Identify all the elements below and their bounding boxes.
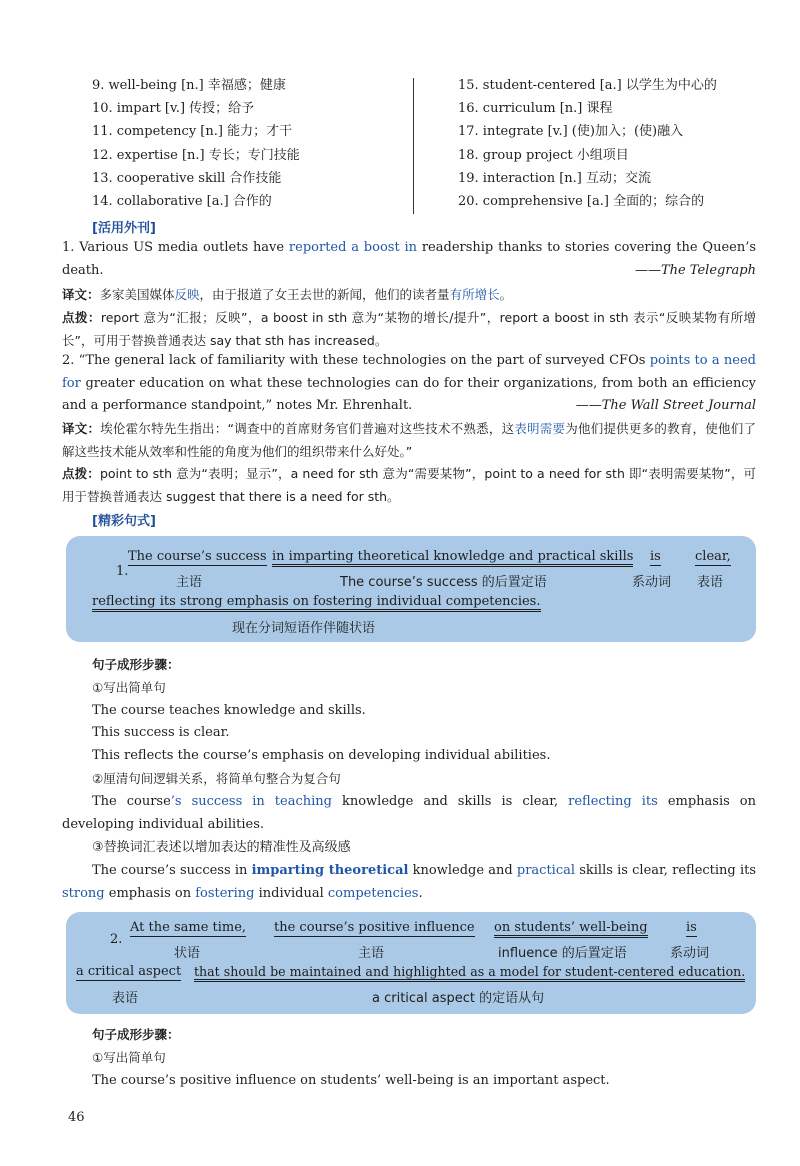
subject-phrase: the course’s positive influence — [274, 920, 475, 935]
vocab-item: 14. collaborative [a.] 合作的 — [92, 194, 272, 210]
compound-sentence — [62, 791, 756, 836]
formation-steps-1 — [92, 654, 756, 791]
highlight-phrase: imparting theoretical — [251, 863, 409, 878]
tip-1 — [62, 307, 756, 352]
translation-label: 译文： — [62, 287, 100, 302]
simple-sentence: The course teaches knowledge and skills. — [92, 702, 366, 718]
vocab-item: 19. interaction [n.] 互动；交流 — [458, 170, 651, 186]
formation-steps-2 — [92, 1024, 756, 1092]
vocab-item: 18. group project 小组项目 — [458, 147, 629, 163]
sentence-text: The course’s success in — [92, 863, 252, 878]
translation-text: 埃伦霍尔特先生指出：“调查中的首席财务官们普遍对这些技术不熟悉，这 — [100, 421, 515, 436]
sentence-text: knowledge and — [408, 863, 517, 878]
section-title-news: [活用外刊] — [92, 221, 156, 236]
label-adverbial: 状语 — [174, 946, 201, 961]
verb-word: is — [686, 920, 697, 935]
vocab-item: 17. integrate [v.] (使)加入；(使)融入 — [458, 124, 684, 140]
label-post-modifier: The course’s success 的后置定语 — [340, 575, 547, 590]
vocab-item: 9. well-being [n.] 幸福感；健康 — [92, 78, 286, 93]
highlight-phrase: practical — [516, 863, 576, 878]
translation-1 — [62, 284, 756, 307]
post-modifier-phrase: in imparting theoretical knowledge and practical skills — [272, 549, 633, 567]
improved-sentence — [62, 860, 756, 905]
vocab-column-left — [92, 74, 402, 213]
highlight-phrase: 表明需要 — [514, 421, 566, 436]
sentence-analysis-box-1 — [66, 536, 756, 642]
label-subject: 主语 — [176, 575, 203, 590]
vocab-item: 13. cooperative skill 合作技能 — [92, 170, 282, 186]
predicative-phrase: a critical aspect — [76, 964, 182, 979]
example-1 — [62, 237, 756, 282]
vocab-item: 16. curriculum [n.] 课程 — [458, 101, 613, 117]
sentence-text: individual — [254, 885, 328, 901]
subject-phrase: The course’s success — [128, 549, 267, 564]
post-modifier-phrase: on students’ well-being — [494, 920, 648, 938]
translation-text: ，由于报道了女王去世的新闻，他们的读者量 — [199, 287, 450, 302]
steps-heading: 句子成形步骤： — [92, 657, 180, 672]
example-text: 1. Various US media outlets have — [62, 240, 289, 255]
vocab-item: 10. impart [v.] 传授；给予 — [92, 101, 255, 117]
highlight-phrase: 有所增长 — [449, 287, 500, 302]
highlight-phrase: fostering — [195, 885, 255, 901]
label-verb: 系动词 — [632, 575, 672, 590]
verb-word: is — [650, 549, 661, 564]
adverbial-phrase: At the same time, — [130, 920, 247, 935]
vocab-item: 15. student-centered [a.] 以学生为中心的 — [458, 78, 717, 93]
page-number: 46 — [68, 1110, 85, 1125]
simple-sentence: This success is clear. — [92, 725, 230, 741]
step-title: ①写出简单句 — [92, 1049, 166, 1065]
example-text: greater education on what these technologies can do for their organizations, from both an efficiency and a performance standpoint,” notes Mr. Ehrenhalt. — [62, 375, 756, 414]
sentence-analysis-box-2 — [66, 912, 756, 1014]
column-divider — [413, 78, 414, 214]
sentence-text: The course — [92, 794, 171, 809]
highlight-phrase: reflecting its — [568, 794, 658, 809]
highlight-phrase: reported a boost in — [288, 240, 418, 255]
step-title: ①写出简单句 — [92, 679, 166, 695]
translation-text: 。 — [499, 287, 513, 302]
source-citation: ——The Telegraph — [634, 262, 756, 278]
label-post-modifier: influence 的后置定语 — [498, 946, 627, 961]
translation-2 — [62, 418, 756, 463]
highlight-phrase: points to a need for — [62, 353, 756, 391]
participle-phrase: reflecting its strong emphasis on fostering individual competencies. — [92, 594, 541, 612]
highlight-phrase: strong — [62, 885, 105, 901]
label-clause: a critical aspect 的定语从句 — [372, 991, 545, 1006]
step-title: ③替换词汇表述以增加表达的精准性及高级感 — [92, 840, 351, 855]
label-predicative: 表语 — [697, 575, 724, 590]
section-title-sentences: [精彩句式] — [92, 514, 156, 529]
vocab-item: 11. competency [n.] 能力；才干 — [92, 124, 293, 140]
label-verb: 系动词 — [670, 946, 710, 961]
step-title: ②厘清句间逻辑关系，将简单句整合为复合句 — [92, 770, 341, 786]
sentence-number: 2. — [110, 932, 123, 947]
tip-text: report 意为“汇报；反映”，a boost in sth 意为“某物的增长/提升”，report a boost in sth 表示“反映某物有所增长”，可用于替换普通表达 say that sth has increased。 — [62, 310, 756, 348]
tip-label: 点拨： — [62, 466, 100, 481]
translation-text: 多家美国媒体 — [99, 287, 175, 302]
example-text: 2. “The general lack of familiarity with these technologies on the part of surveyed CFOs — [62, 353, 650, 368]
simple-sentence: This reflects the course’s emphasis on developing individual abilities. — [92, 748, 551, 764]
translation-label: 译文： — [62, 421, 101, 436]
sentence-text: knowledge and skills is clear, — [331, 794, 569, 809]
vocab-column-right — [458, 74, 768, 213]
steps-heading: 句子成形步骤： — [92, 1027, 180, 1042]
sentence-text: emphasis on developing individual abilities. — [62, 794, 756, 832]
vocabulary-list — [92, 74, 762, 214]
vocab-item: 20. comprehensive [a.] 全面的；综合的 — [458, 194, 705, 210]
highlight-phrase: ’s success in teaching — [170, 794, 332, 809]
example-text: readership thanks to stories covering the Queen’s death. — [62, 240, 757, 278]
sentence-text: emphasis on — [104, 885, 196, 901]
highlight-phrase: competencies — [327, 885, 419, 901]
label-subject: 主语 — [358, 946, 385, 961]
label-participle: 现在分词短语作伴随状语 — [232, 621, 376, 636]
tip-2 — [62, 463, 756, 508]
vocab-item: 12. expertise [n.] 专长；专门技能 — [92, 147, 300, 163]
predicative-word: clear, — [695, 549, 731, 564]
label-predicative: 表语 — [112, 991, 139, 1006]
attributive-clause: that should be maintained and highlighted as a model for student-centered education. — [194, 964, 745, 982]
source-citation: ——The Wall Street Journal — [575, 398, 756, 414]
sentence-number: 1. — [116, 564, 129, 579]
translation-text: 为他们提供更多的教育，使他们了解这些技术能从效率和性能的角度为他们的组织带来什么好处。” — [62, 421, 756, 459]
sentence-text: skills is clear, reflecting its — [575, 863, 757, 878]
sentence-text: . — [418, 885, 423, 901]
example-2 — [62, 350, 756, 418]
tip-text: point to sth 意为“表明；显示”，a need for sth 意为“需要某物”，point to a need for sth 即“表明需要某物”，可用于替换普通表达 suggest that there is a need for sth。 — [62, 466, 756, 504]
tip-label: 点拨： — [62, 310, 101, 325]
highlight-phrase: 反映 — [174, 287, 200, 302]
simple-sentence: The course’s positive influence on students’ well-being is an important aspect. — [92, 1072, 610, 1088]
